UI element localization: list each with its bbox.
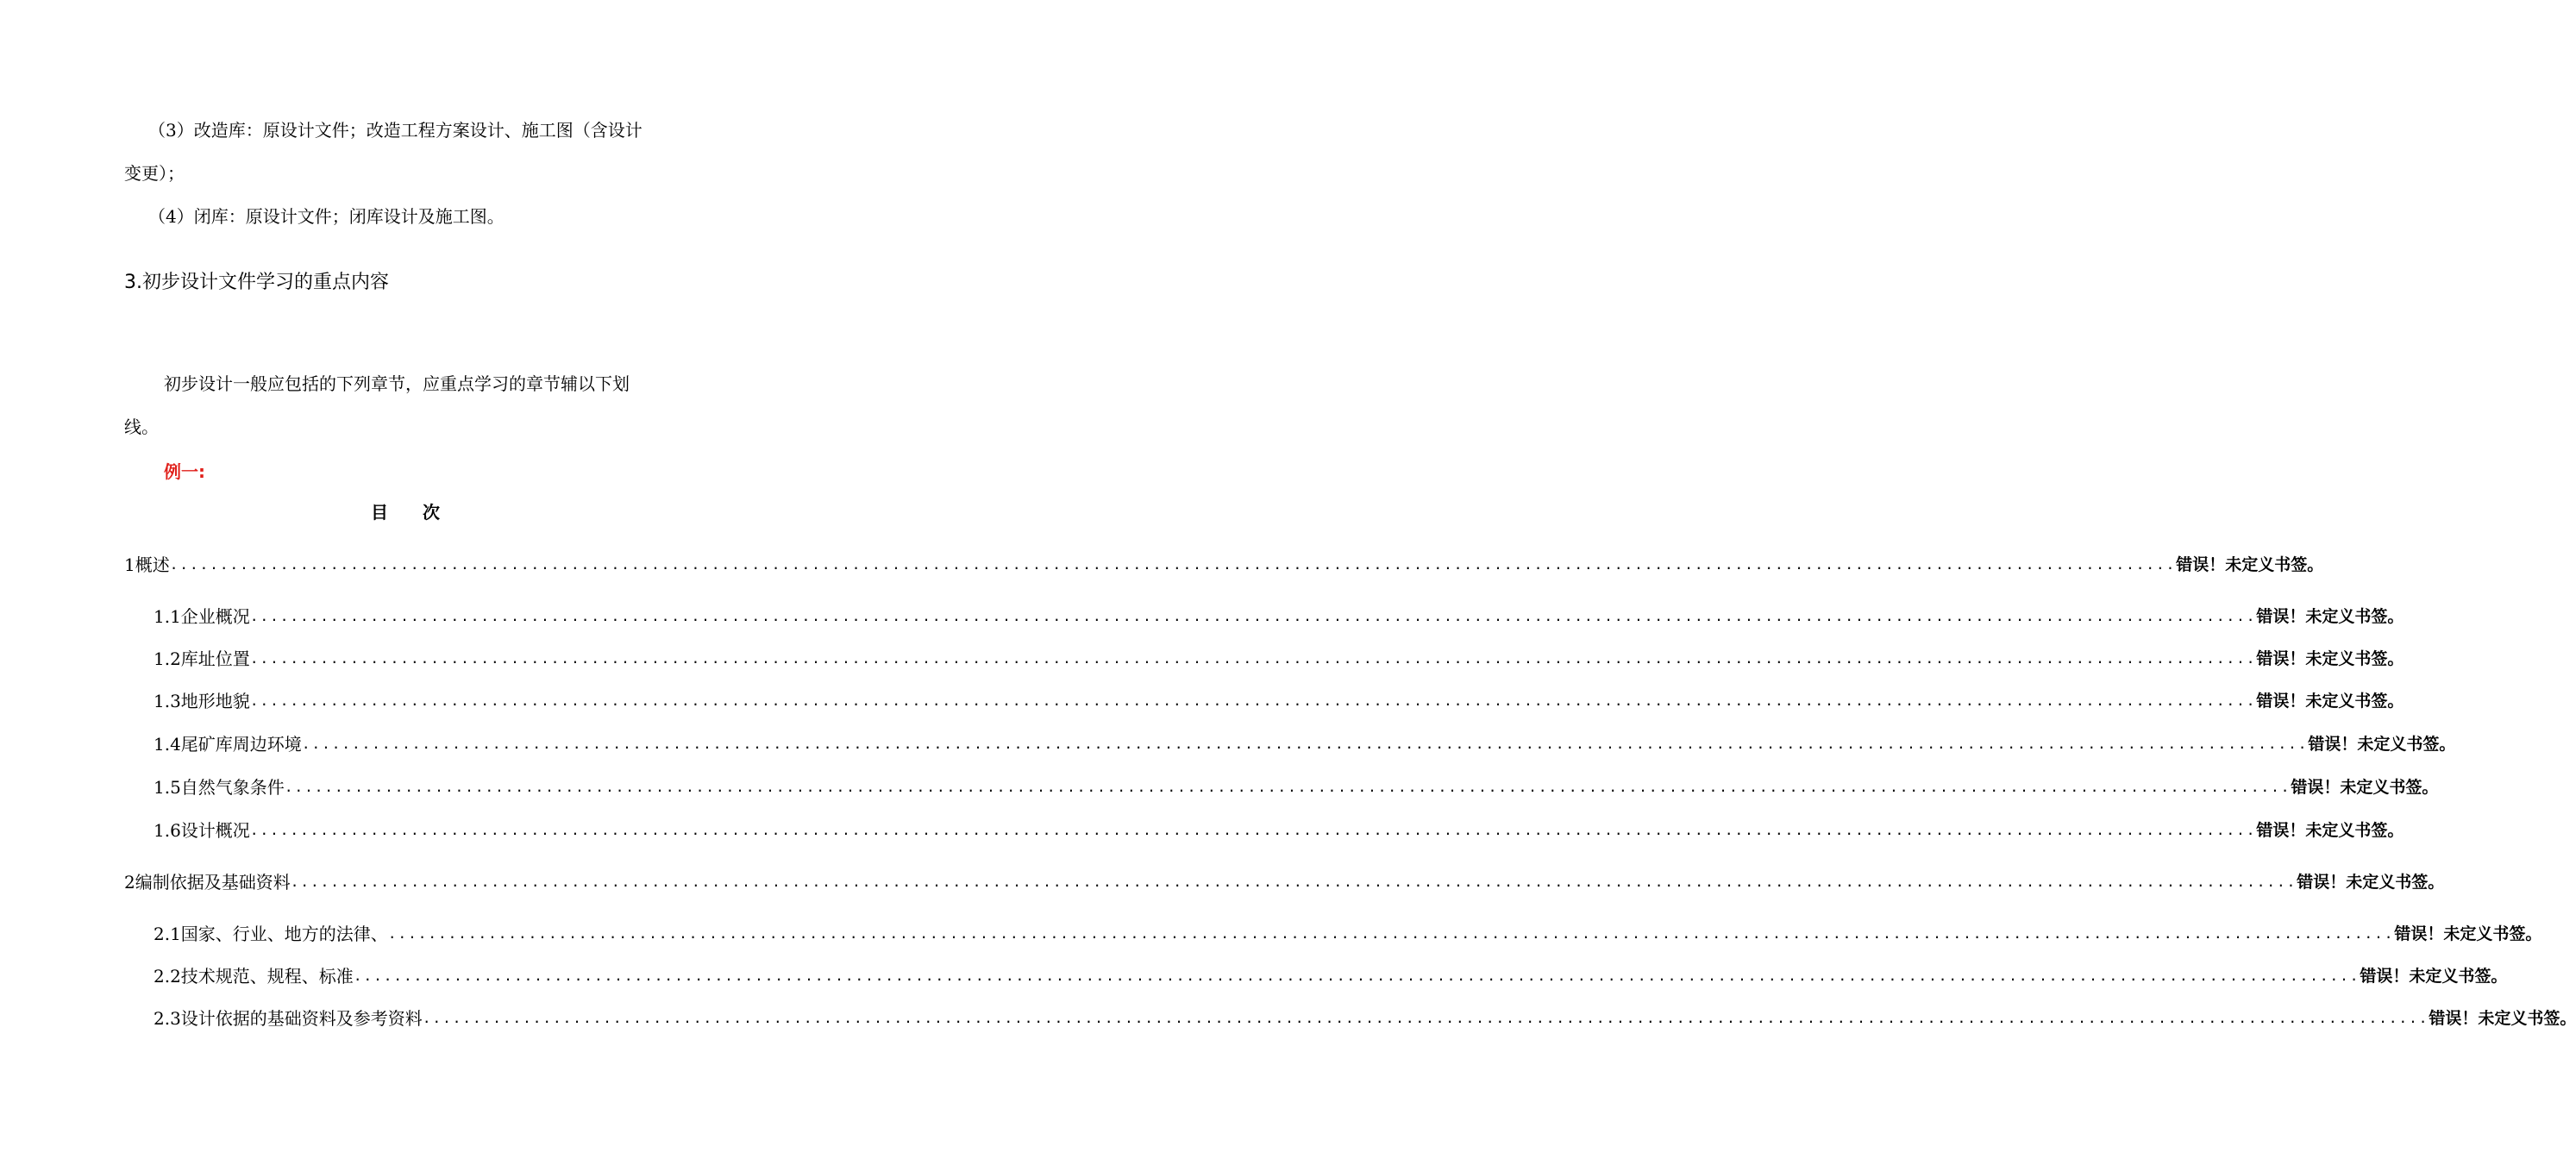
toc-entry-page-ref: 错误！未定义书签。	[2176, 555, 2324, 574]
toc-entry-label: 1.4尾矿库周边环境	[154, 734, 302, 755]
toc-entry[interactable]	[154, 963, 2508, 989]
paragraph-rebuild-reservoir-line1: （3）改造库：原设计文件；改造工程方案设计、施工图（含设计	[148, 120, 642, 141]
toc-entry-label: 1概述	[124, 554, 170, 575]
toc-entry[interactable]	[154, 818, 2404, 843]
toc-dot-leader: ........................................................................................................................................................................................................	[387, 925, 2395, 942]
toc-entry[interactable]	[154, 731, 2456, 757]
toc-entry-label: 1.3地形地貌	[154, 691, 250, 711]
toc-title-left: 目	[371, 502, 388, 523]
toc-entry-label: 1.2库址位置	[154, 648, 250, 669]
toc-entry[interactable]	[154, 604, 2404, 630]
section-heading: 3.初步设计文件学习的重点内容	[124, 272, 389, 293]
toc-entry-page-ref: 错误！未定义书签。	[2429, 1009, 2576, 1028]
toc-entry-label: 2.1国家、行业、地方的法律、	[154, 924, 388, 944]
toc-entry[interactable]	[154, 921, 2542, 947]
toc-entry[interactable]	[124, 869, 2445, 895]
toc-dot-leader: ........................................................................................................................................................................................................	[301, 736, 2309, 752]
toc-entry-page-ref: 错误！未定义书签。	[2394, 924, 2542, 943]
toc-dot-leader: ........................................................................................................................................................................................................	[422, 1010, 2429, 1026]
toc-entry[interactable]	[124, 552, 2324, 578]
paragraph-rebuild-reservoir-line2: 变更）；	[124, 163, 185, 184]
toc-entry-label: 2编制依据及基础资料	[124, 872, 291, 893]
toc-title	[371, 500, 440, 524]
toc-entry-label: 1.6设计概况	[154, 820, 250, 841]
toc-entry[interactable]	[154, 1006, 2576, 1031]
toc-dot-leader: ........................................................................................................................................................................................................	[284, 779, 2291, 795]
toc-entry[interactable]	[154, 774, 2439, 800]
toc-entry-page-ref: 错误！未定义书签。	[2256, 821, 2404, 840]
toc-entry-page-ref: 错误！未定义书签。	[2308, 735, 2456, 754]
toc-entry-label: 2.2技术规范、规程、标准	[154, 966, 354, 987]
toc-entry-page-ref: 错误！未定义书签。	[2360, 967, 2508, 986]
toc-dot-leader: ........................................................................................................................................................................................................	[249, 650, 2257, 667]
example-label: 例一:	[164, 461, 205, 482]
toc-dot-leader: ........................................................................................................................................................................................................	[249, 822, 2257, 838]
toc-entry-page-ref: 错误！未定义书签。	[2256, 649, 2404, 668]
toc-entry-page-ref: 错误！未定义书签。	[2291, 778, 2439, 797]
toc-dot-leader: ........................................................................................................................................................................................................	[353, 968, 2360, 984]
intro-paragraph-line2: 线。	[124, 417, 159, 437]
paragraph-closure: （4）闭库：原设计文件；闭库设计及施工图。	[148, 206, 505, 227]
intro-paragraph-line1: 初步设计一般应包括的下列章节，应重点学习的章节辅以下划	[164, 373, 630, 394]
toc-entry[interactable]	[154, 688, 2404, 714]
toc-dot-leader: ........................................................................................................................................................................................................	[249, 692, 2257, 709]
toc-entry-page-ref: 错误！未定义书签。	[2256, 692, 2404, 711]
toc-entry-page-ref: 错误！未定义书签。	[2256, 607, 2404, 626]
toc-title-right: 次	[423, 502, 440, 523]
toc-entry-label: 1.1企业概况	[154, 606, 250, 627]
toc-entry-page-ref: 错误！未定义书签。	[2297, 873, 2445, 892]
toc-dot-leader: ........................................................................................................................................................................................................	[290, 874, 2297, 890]
toc-entry[interactable]	[154, 646, 2404, 672]
toc-entry-label: 1.5自然气象条件	[154, 777, 285, 798]
toc-dot-leader: ........................................................................................................................................................................................................	[169, 556, 2177, 573]
toc-dot-leader: ........................................................................................................................................................................................................	[249, 608, 2257, 624]
toc-entry-label: 2.3设计依据的基础资料及参考资料	[154, 1008, 423, 1029]
